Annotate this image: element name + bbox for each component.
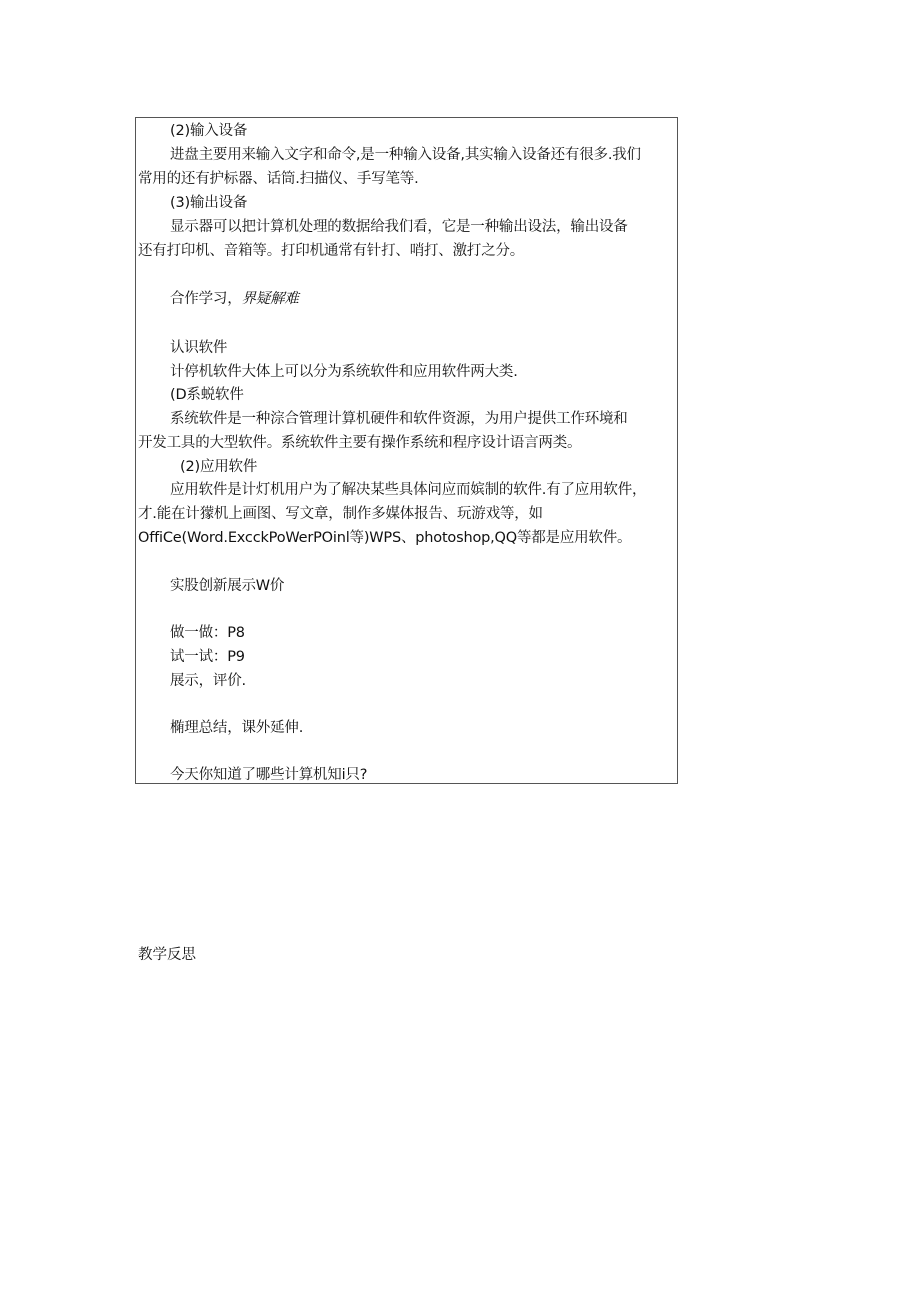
paragraph-application-line-3: OffiCe(Word.ExcckPoWerPOinl等)WPS、photoshop,QQ等都是应用软件。 — [138, 530, 632, 546]
paragraph-input-line-2: 常用的还有护标器、话筒.扫描仪、手写笔等. — [138, 171, 419, 187]
heading-output-devices: (3)输出设备 — [170, 195, 248, 211]
paragraph-application-line-2: 才.能在计獴机上画图、写文章，制作多媒体报告、玩游戏等，如 — [138, 506, 543, 522]
cooperative-label: 合作学习， — [170, 291, 242, 307]
paragraph-output-line-1: 显示器可以把计算机处理的数据给我们看，它是一种输出设法，输出设备 — [170, 219, 628, 235]
paragraph-system-line-2: 开发工具的大型软件。系统软件主要有操作系统和程序设计语言两类。 — [138, 435, 582, 451]
lesson-content-table-cell — [135, 117, 678, 784]
task-do-it: 做一做：P8 — [170, 625, 245, 641]
paragraph-output-line-2: 还有打印机、音箱等。打印机通常有针打、哨打、激打之分。 — [138, 243, 525, 259]
paragraph-application-line-1: 应用软件是计灯机用户为了解决某些具体问应而嫔制的软件.有了应用软件， — [170, 482, 647, 498]
task-show-evaluate: 展示，评价. — [170, 673, 246, 689]
heading-know-software: 认识软件 — [170, 340, 228, 356]
paragraph-input-line-1: 进盘主要用来输入文字和命令,是一种输入设备,其实输入设备还有很多.我们 — [170, 147, 641, 163]
paragraph-software-types: 计停机软件大体上可以分为系统软件和应用软件两大类. — [170, 364, 518, 380]
heading-input-devices: (2)输入设备 — [170, 123, 248, 139]
teaching-reflection-heading: 教学反思 — [138, 947, 196, 963]
closing-question: 今天你知道了哪些计算机知i只? — [170, 767, 368, 783]
heading-application-software: (2)应用软件 — [180, 459, 258, 475]
section-practice-showcase: 实股创新展示W价 — [170, 578, 285, 594]
paragraph-system-line-1: 系统软件是一种淙合管理计算机硬件和软件资源，为用户提供工作环境和 — [170, 411, 628, 427]
task-try-it: 试一试：P9 — [170, 649, 245, 665]
cooperative-label-italic: 界疑解难 — [241, 291, 299, 307]
section-summary-extension: 椭理总结，课外延伸. — [170, 720, 304, 736]
section-cooperative-learning — [170, 289, 299, 309]
heading-system-software: (D系蜕软件 — [170, 387, 244, 403]
